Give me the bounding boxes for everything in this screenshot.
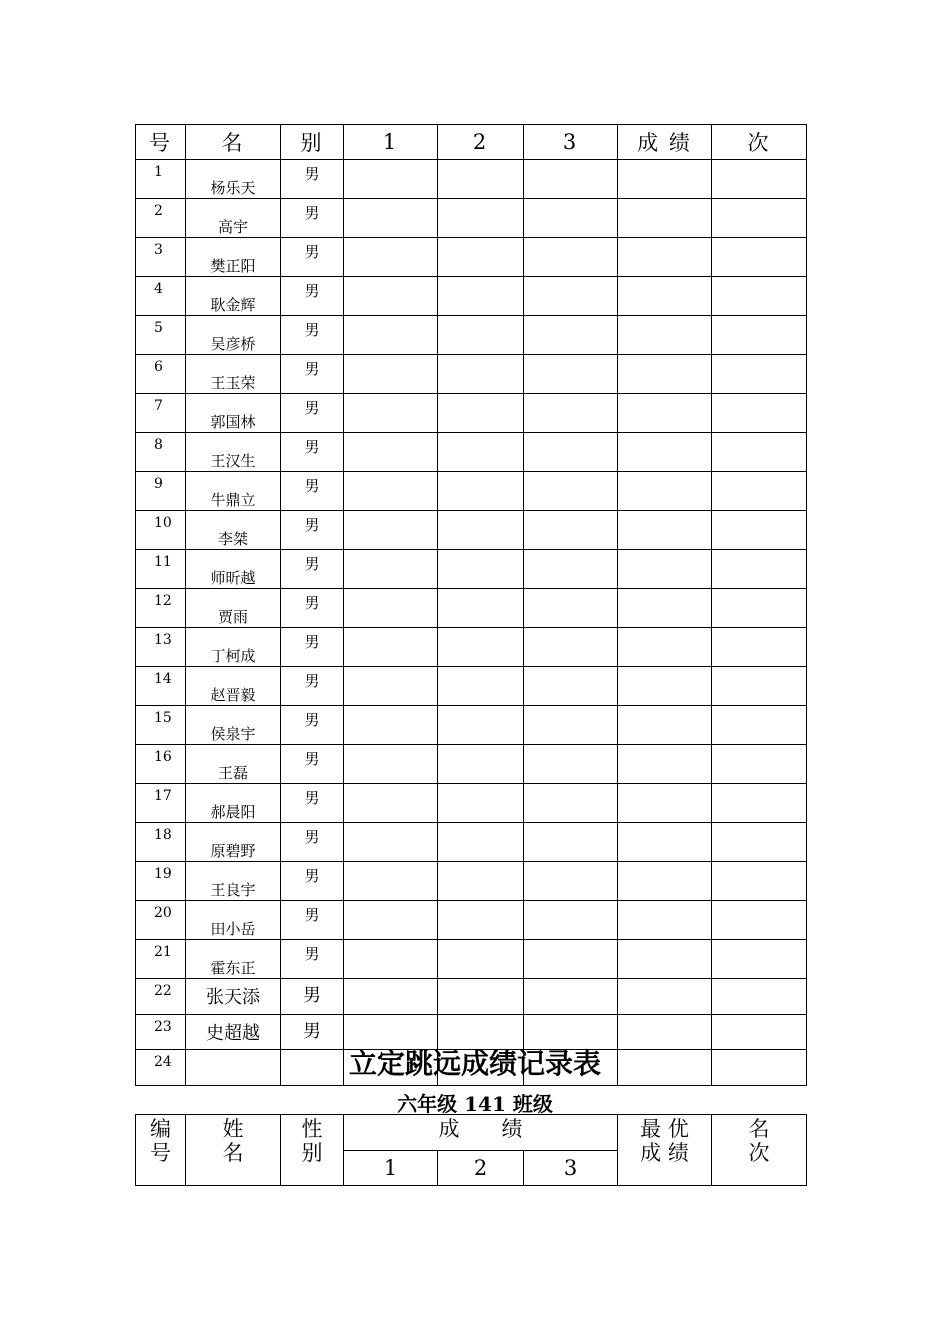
rank-cell xyxy=(712,862,807,901)
trial-2-cell xyxy=(438,901,524,940)
rank-cell xyxy=(712,589,807,628)
student-name-cell xyxy=(186,160,281,199)
sex-cell xyxy=(281,277,344,316)
trial-1-cell xyxy=(344,472,438,511)
rank-cell xyxy=(712,238,807,277)
row-number-cell xyxy=(136,589,186,628)
row-number-cell xyxy=(136,784,186,823)
table-row xyxy=(136,862,807,901)
trial-1-cell xyxy=(344,745,438,784)
row-number: 13 xyxy=(154,632,172,648)
trial-3-cell xyxy=(524,316,618,355)
student-sex: 男 xyxy=(304,282,320,300)
student-sex: 男 xyxy=(304,867,320,885)
row-number: 14 xyxy=(154,671,172,687)
row-number: 9 xyxy=(154,476,163,492)
rank-cell xyxy=(712,316,807,355)
trial-2-cell xyxy=(438,316,524,355)
student-name-cell xyxy=(186,472,281,511)
trial-2-cell xyxy=(438,667,524,706)
trial-2-cell xyxy=(438,745,524,784)
student-sex: 男 xyxy=(304,945,320,963)
student-sex: 男 xyxy=(304,555,320,573)
table-row xyxy=(136,355,807,394)
student-name-cell xyxy=(186,433,281,472)
header-cell: 名 xyxy=(186,125,281,160)
table-row xyxy=(136,472,807,511)
best-score-cell xyxy=(618,823,712,862)
student-sex: 男 xyxy=(304,243,320,261)
best-score-cell xyxy=(618,706,712,745)
trial-1-cell xyxy=(344,862,438,901)
trial-1-cell xyxy=(344,667,438,706)
sex-cell xyxy=(281,511,344,550)
trial-3-header: 3 xyxy=(524,1151,618,1186)
table-row xyxy=(136,238,807,277)
trial-2-cell xyxy=(438,979,524,1015)
trial-2-cell xyxy=(438,433,524,472)
trial-3-cell xyxy=(524,667,618,706)
table-row xyxy=(136,784,807,823)
row-number-cell xyxy=(136,901,186,940)
student-name-cell xyxy=(186,589,281,628)
row-number: 11 xyxy=(154,554,172,570)
student-name-cell xyxy=(186,277,281,316)
row-number: 3 xyxy=(154,242,163,258)
trial-3-cell xyxy=(524,979,618,1015)
student-sex: 男 xyxy=(304,477,320,495)
sex-cell xyxy=(281,706,344,745)
row-number-cell xyxy=(136,277,186,316)
trial-3-cell xyxy=(524,472,618,511)
trial-2-cell xyxy=(438,160,524,199)
student-name: 牛鼎立 xyxy=(210,491,256,509)
rank-cell xyxy=(712,511,807,550)
student-sex: 男 xyxy=(304,789,320,807)
sex-cell xyxy=(281,160,344,199)
rank-cell xyxy=(712,979,807,1015)
trial-1-cell xyxy=(344,160,438,199)
row-number: 1 xyxy=(154,164,163,180)
student-sex: 男 xyxy=(304,399,320,417)
trial-3-cell xyxy=(524,862,618,901)
row-number: 10 xyxy=(154,515,172,531)
student-name: 王良宇 xyxy=(210,881,256,899)
row-number-cell xyxy=(136,160,186,199)
rank-cell xyxy=(712,199,807,238)
table-row xyxy=(136,979,807,1015)
best-score-cell xyxy=(618,472,712,511)
header-cell: 次 xyxy=(712,125,807,160)
sex-cell xyxy=(281,862,344,901)
trial-2-cell xyxy=(438,784,524,823)
student-name-cell xyxy=(186,940,281,979)
rank-cell xyxy=(712,667,807,706)
trial-1-cell xyxy=(344,823,438,862)
best-score-cell xyxy=(618,667,712,706)
row-number: 2 xyxy=(154,203,163,219)
row-number-cell xyxy=(136,823,186,862)
student-name: 郝晨阳 xyxy=(210,803,256,821)
trial-1-cell xyxy=(344,355,438,394)
student-sex: 男 xyxy=(304,321,320,339)
best-score-cell xyxy=(618,199,712,238)
student-name: 李桀 xyxy=(217,530,248,548)
best-score-cell xyxy=(618,979,712,1015)
best-score-cell xyxy=(618,901,712,940)
trial-2-cell xyxy=(438,277,524,316)
row-number: 12 xyxy=(154,593,172,609)
trial-1-cell xyxy=(344,784,438,823)
table-row xyxy=(136,940,807,979)
header-best-score: 最 优 成 绩 xyxy=(618,1115,712,1186)
student-sex: 男 xyxy=(304,672,320,690)
student-name: 丁柯成 xyxy=(210,647,256,665)
table-row xyxy=(136,628,807,667)
student-name-cell xyxy=(186,355,281,394)
score-table-continued xyxy=(135,124,807,1086)
trial-3-cell xyxy=(524,823,618,862)
table-row xyxy=(136,394,807,433)
best-score-cell xyxy=(618,628,712,667)
row-number-cell xyxy=(136,355,186,394)
table-row xyxy=(136,706,807,745)
student-name-cell xyxy=(186,199,281,238)
trial-2-cell xyxy=(438,589,524,628)
trial-3-cell xyxy=(524,238,618,277)
rank-cell xyxy=(712,160,807,199)
rank-cell xyxy=(712,706,807,745)
trial-1-cell xyxy=(344,550,438,589)
table-row xyxy=(136,550,807,589)
student-name: 吴彦桥 xyxy=(210,335,256,353)
rank-cell xyxy=(712,784,807,823)
row-number-cell xyxy=(136,745,186,784)
best-score-cell xyxy=(618,238,712,277)
best-score-cell xyxy=(618,160,712,199)
student-name-cell xyxy=(186,706,281,745)
student-sex: 男 xyxy=(304,165,320,183)
student-name-cell xyxy=(186,784,281,823)
student-name-cell xyxy=(186,823,281,862)
sex-cell xyxy=(281,238,344,277)
student-sex: 男 xyxy=(304,906,320,924)
trial-1-cell xyxy=(344,511,438,550)
row-number: 19 xyxy=(154,866,172,882)
trial-2-cell xyxy=(438,355,524,394)
student-sex: 男 xyxy=(304,516,320,534)
student-name: 王汉生 xyxy=(210,452,256,470)
student-name: 田小岳 xyxy=(210,920,256,938)
table-row xyxy=(136,511,807,550)
trial-2-cell xyxy=(438,823,524,862)
rank-cell xyxy=(712,940,807,979)
row-number: 23 xyxy=(154,1018,172,1035)
student-name-cell xyxy=(186,550,281,589)
table-row xyxy=(136,433,807,472)
header-name: 姓 名 xyxy=(186,1115,281,1186)
row-number-cell xyxy=(136,706,186,745)
student-name: 赵晋毅 xyxy=(210,686,256,704)
row-number: 20 xyxy=(154,905,172,921)
row-number: 17 xyxy=(154,788,172,804)
trial-1-cell xyxy=(344,433,438,472)
trial-3-cell xyxy=(524,901,618,940)
row-number-cell xyxy=(136,199,186,238)
rank-cell xyxy=(712,550,807,589)
student-name-cell xyxy=(186,511,281,550)
row-number: 6 xyxy=(154,359,163,375)
student-name-cell xyxy=(186,394,281,433)
table-row xyxy=(136,160,807,199)
trial-2-cell xyxy=(438,862,524,901)
best-score-cell xyxy=(618,433,712,472)
student-sex: 男 xyxy=(304,438,320,456)
trial-1-cell xyxy=(344,589,438,628)
sex-cell xyxy=(281,745,344,784)
student-name: 师昕越 xyxy=(210,569,256,587)
trial-2-cell xyxy=(438,199,524,238)
sex-cell xyxy=(281,667,344,706)
student-sex: 男 xyxy=(303,985,321,1006)
table-header-row xyxy=(136,125,807,160)
rank-cell xyxy=(712,823,807,862)
student-sex: 男 xyxy=(304,360,320,378)
header-cell: 号 xyxy=(136,125,186,160)
trial-1-cell xyxy=(344,901,438,940)
rank-cell xyxy=(712,277,807,316)
row-number-cell xyxy=(136,862,186,901)
student-sex: 男 xyxy=(304,750,320,768)
trial-1-cell xyxy=(344,940,438,979)
trial-3-cell xyxy=(524,433,618,472)
sex-cell xyxy=(281,550,344,589)
rank-cell xyxy=(712,472,807,511)
best-score-cell xyxy=(618,784,712,823)
best-score-cell xyxy=(618,589,712,628)
student-name: 杨乐天 xyxy=(210,179,256,197)
header-cell: 1 xyxy=(344,125,438,160)
trial-3-cell xyxy=(524,511,618,550)
student-sex: 男 xyxy=(303,1020,321,1042)
header-cell: 2 xyxy=(438,125,524,160)
row-number-cell xyxy=(136,316,186,355)
sex-cell xyxy=(281,901,344,940)
trial-3-cell xyxy=(524,550,618,589)
sex-cell xyxy=(281,979,344,1015)
trial-2-cell xyxy=(438,472,524,511)
rank-cell xyxy=(712,433,807,472)
best-score-cell xyxy=(618,277,712,316)
student-name-cell xyxy=(186,901,281,940)
trial-1-cell xyxy=(344,238,438,277)
best-score-cell xyxy=(618,511,712,550)
best-score-cell xyxy=(618,862,712,901)
student-name: 史超越 xyxy=(206,1022,260,1044)
table-row xyxy=(136,823,807,862)
student-sex: 男 xyxy=(304,204,320,222)
student-name: 张天添 xyxy=(206,987,260,1008)
header-rank: 名 次 xyxy=(712,1115,807,1186)
row-number-cell xyxy=(136,628,186,667)
row-number: 16 xyxy=(154,749,172,765)
row-number-cell xyxy=(136,238,186,277)
trial-3-cell xyxy=(524,277,618,316)
trial-1-cell xyxy=(344,628,438,667)
row-number: 8 xyxy=(154,437,163,453)
best-score-cell xyxy=(618,550,712,589)
row-number-cell xyxy=(136,667,186,706)
best-score-cell xyxy=(618,355,712,394)
header-score: 成 绩 xyxy=(344,1115,618,1151)
row-number: 21 xyxy=(154,944,172,960)
row-number-cell xyxy=(136,979,186,1015)
student-sex: 男 xyxy=(304,594,320,612)
trial-2-cell xyxy=(438,628,524,667)
student-sex: 男 xyxy=(304,711,320,729)
rank-cell xyxy=(712,394,807,433)
table-row xyxy=(136,745,807,784)
rank-cell xyxy=(712,745,807,784)
row-number: 24 xyxy=(154,1054,172,1070)
student-name-cell xyxy=(186,628,281,667)
trial-2-cell xyxy=(438,394,524,433)
row-number-cell xyxy=(136,940,186,979)
sex-cell xyxy=(281,940,344,979)
student-name: 耿金辉 xyxy=(210,296,256,314)
header-cell: 别 xyxy=(281,125,344,160)
student-name: 霍东正 xyxy=(210,959,256,977)
best-score-cell xyxy=(618,316,712,355)
table-row xyxy=(136,901,807,940)
trial-2-header: 2 xyxy=(438,1151,524,1186)
row-number: 5 xyxy=(154,320,163,336)
trial-1-header: 1 xyxy=(344,1151,438,1186)
trial-3-cell xyxy=(524,940,618,979)
header-cell: 成 绩 xyxy=(618,125,712,160)
table-row xyxy=(136,667,807,706)
table-row xyxy=(136,277,807,316)
header-sex: 性 别 xyxy=(281,1115,344,1186)
student-name: 王玉荣 xyxy=(210,374,256,392)
student-name: 郭国林 xyxy=(210,413,256,431)
sex-cell xyxy=(281,316,344,355)
page-title: 立定跳远成绩记录表 xyxy=(348,1047,601,1080)
sex-cell xyxy=(281,433,344,472)
student-name: 原碧野 xyxy=(210,842,256,860)
sex-cell xyxy=(281,394,344,433)
student-sex: 男 xyxy=(304,828,320,846)
rank-cell xyxy=(712,355,807,394)
sex-cell xyxy=(281,823,344,862)
class-subtitle: 六年级 141 班级 xyxy=(397,1092,553,1116)
rank-cell xyxy=(712,901,807,940)
trial-2-cell xyxy=(438,550,524,589)
student-name-cell xyxy=(186,667,281,706)
student-sex: 男 xyxy=(304,633,320,651)
student-name-cell xyxy=(186,979,281,1015)
best-score-cell xyxy=(618,394,712,433)
student-name-cell xyxy=(186,862,281,901)
row-number: 4 xyxy=(154,281,163,297)
best-score-cell xyxy=(618,745,712,784)
student-name: 高宇 xyxy=(217,218,248,236)
student-name: 王磊 xyxy=(217,764,248,782)
sex-cell xyxy=(281,628,344,667)
trial-1-cell xyxy=(344,316,438,355)
row-number-cell xyxy=(136,394,186,433)
trial-1-cell xyxy=(344,199,438,238)
trial-3-cell xyxy=(524,628,618,667)
trial-3-cell xyxy=(524,745,618,784)
trial-3-cell xyxy=(524,160,618,199)
trial-3-cell xyxy=(524,199,618,238)
row-number-cell xyxy=(136,550,186,589)
table-row xyxy=(136,316,807,355)
student-name: 樊正阳 xyxy=(210,257,256,275)
trial-1-cell xyxy=(344,979,438,1015)
header-cell: 3 xyxy=(524,125,618,160)
row-number: 22 xyxy=(154,983,172,999)
row-number: 7 xyxy=(154,398,163,414)
student-name-cell xyxy=(186,745,281,784)
header-number: 编 号 xyxy=(136,1115,186,1186)
table-row xyxy=(136,589,807,628)
trial-1-cell xyxy=(344,394,438,433)
trial-3-cell xyxy=(524,706,618,745)
row-number-cell xyxy=(136,472,186,511)
trial-2-cell xyxy=(438,940,524,979)
sex-cell xyxy=(281,472,344,511)
student-name: 侯泉宇 xyxy=(210,725,256,743)
student-name: 贾雨 xyxy=(217,608,248,626)
sex-cell xyxy=(281,199,344,238)
trial-3-cell xyxy=(524,394,618,433)
trial-2-cell xyxy=(438,238,524,277)
student-name-cell xyxy=(186,316,281,355)
sex-cell xyxy=(281,355,344,394)
score-table-header xyxy=(135,1114,807,1186)
table-row xyxy=(136,199,807,238)
rank-cell xyxy=(712,628,807,667)
sex-cell xyxy=(281,589,344,628)
row-number: 18 xyxy=(154,827,172,843)
trial-1-cell xyxy=(344,706,438,745)
row-number: 15 xyxy=(154,710,172,726)
trial-3-cell xyxy=(524,355,618,394)
row-number-cell xyxy=(136,433,186,472)
row-number-cell xyxy=(136,511,186,550)
sex-cell xyxy=(281,784,344,823)
trial-1-cell xyxy=(344,277,438,316)
trial-2-cell xyxy=(438,706,524,745)
trial-3-cell xyxy=(524,589,618,628)
student-name-cell xyxy=(186,238,281,277)
best-score-cell xyxy=(618,940,712,979)
trial-2-cell xyxy=(438,511,524,550)
trial-3-cell xyxy=(524,784,618,823)
